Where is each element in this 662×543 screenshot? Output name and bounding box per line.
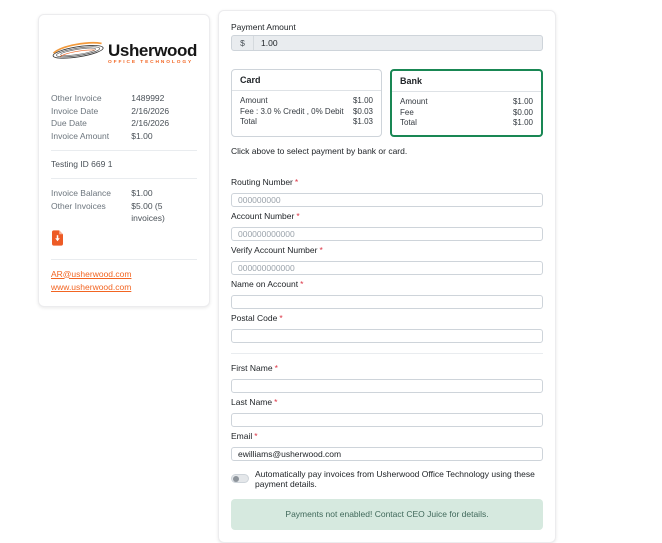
bank-fee-row [400, 108, 533, 119]
bank-fee-row [400, 118, 533, 129]
invoice-row-value: 1489992 [131, 93, 165, 103]
invoice-sidebar [38, 14, 210, 307]
last-name-label: Last Name * [231, 396, 278, 407]
bank-option-rows [392, 92, 541, 135]
card-option-rows [232, 91, 381, 134]
payment-option-card[interactable] [231, 69, 382, 137]
payment-amount-input[interactable] [254, 36, 542, 50]
website-link[interactable]: www.usherwood.com [51, 281, 132, 292]
logo-subtitle: OFFICE TECHNOLOGY [108, 60, 194, 65]
required-asterisk: * [274, 362, 278, 373]
first-name-field [231, 364, 543, 394]
last-name-field [231, 398, 543, 428]
verify-account-number-field [231, 246, 543, 276]
testing-id-text: Testing ID 669 1 [51, 159, 113, 169]
bank-fee-value: $1.00 [512, 97, 533, 106]
download-file-icon [51, 234, 64, 249]
required-asterisk: * [274, 396, 278, 407]
verify-account-number-input[interactable] [231, 261, 543, 275]
invoice-row-value: 2/16/2026 [131, 118, 170, 128]
payment-amount-group [231, 35, 543, 51]
name-on-account-label: Name on Account * [231, 278, 304, 289]
bank-fee-value: $1.00 [512, 118, 533, 127]
balance-row-label: Other Invoices [51, 200, 106, 211]
card-fee-value: $1.00 [352, 96, 373, 105]
invoice-row-label: Other Invoice [51, 93, 102, 103]
balance-row [51, 200, 197, 225]
required-asterisk: * [300, 278, 304, 289]
download-invoice-button[interactable] [51, 230, 64, 249]
card-fee-label: Total [240, 117, 257, 126]
verify-account-number-label: Verify Account Number * [231, 244, 323, 255]
name-on-account-input[interactable] [231, 295, 543, 309]
required-asterisk: * [254, 430, 258, 441]
card-fee-row [240, 117, 373, 128]
required-asterisk: * [319, 244, 323, 255]
invoice-row-label: Due Date [51, 118, 87, 128]
invoice-row-value: $1.00 [131, 130, 153, 141]
account-number-field [231, 212, 543, 242]
account-number-input[interactable] [231, 227, 543, 241]
invoice-row-label: Invoice Amount [51, 130, 110, 141]
bank-fee-label: Total [400, 118, 417, 127]
postal-code-input[interactable] [231, 329, 543, 343]
invoice-row [51, 130, 197, 143]
email-input[interactable] [231, 447, 543, 461]
email-label: Email * [231, 430, 258, 441]
invoice-row-value: 2/16/2026 [131, 105, 170, 116]
logo-swoosh-icon [51, 39, 105, 68]
autopay-label: Automatically pay invoices from Usherwood Office Technology using these payment details. [255, 468, 535, 489]
card-fee-row [240, 96, 373, 107]
autopay-row [231, 469, 543, 489]
sidebar-divider [51, 178, 197, 179]
balance-row-value: $5.00 (5 invoices) [131, 200, 165, 223]
first-name-input[interactable] [231, 379, 543, 393]
autopay-toggle[interactable] [231, 474, 249, 483]
bank-details-form [231, 178, 543, 462]
form-section-divider [231, 353, 543, 354]
logo-title: Usherwood [108, 41, 197, 60]
payment-method-options [231, 69, 543, 137]
name-on-account-field [231, 280, 543, 310]
toggle-knob-icon [233, 476, 239, 482]
required-asterisk: * [279, 312, 283, 323]
postal-code-field [231, 314, 543, 344]
required-asterisk: * [296, 210, 300, 221]
email-field [231, 432, 543, 462]
account-number-label: Account Number * [231, 210, 300, 221]
routing-number-input[interactable] [231, 193, 543, 207]
bank-fee-row [400, 97, 533, 108]
card-fee-value: $0.03 [352, 106, 373, 116]
invoice-row-label: Invoice Date [51, 105, 99, 116]
invoice-row [51, 117, 197, 130]
bank-fee-label: Amount [400, 97, 428, 106]
card-option-title: Card [232, 70, 381, 91]
card-fee-label: Amount [240, 96, 268, 105]
ar-email-link[interactable]: AR@usherwood.com [51, 268, 132, 279]
invoice-detail-rows [51, 92, 197, 142]
routing-number-field [231, 178, 543, 208]
sidebar-divider [51, 259, 197, 260]
payment-panel [218, 10, 556, 543]
invoice-row [51, 92, 197, 105]
last-name-input[interactable] [231, 413, 543, 427]
sidebar-divider [51, 150, 197, 151]
card-fee-value: $1.03 [352, 117, 373, 126]
first-name-label: First Name * [231, 362, 278, 373]
select-payment-hint: Click above to select payment by bank or card. [231, 145, 408, 156]
payments-disabled-alert: Payments not enabled! Contact CEO Juice for details. [231, 499, 543, 530]
card-fee-label: Fee : 3.0 % Credit , 0% Debit [240, 106, 344, 116]
payment-option-bank[interactable] [390, 69, 543, 137]
currency-prefix: $ [232, 36, 254, 50]
postal-code-label: Postal Code * [231, 312, 283, 323]
bank-fee-label: Fee [400, 107, 414, 117]
balance-row [51, 187, 197, 200]
bank-option-title: Bank [392, 71, 541, 92]
routing-number-label: Routing Number * [231, 176, 299, 187]
usherwood-logo [51, 39, 197, 68]
bank-fee-value: $0.00 [512, 107, 533, 117]
required-asterisk: * [294, 176, 299, 187]
balance-rows [51, 187, 197, 225]
payment-amount-label: Payment Amount [231, 22, 296, 32]
balance-row-value: $1.00 [131, 188, 153, 198]
card-fee-row [240, 107, 373, 118]
balance-row-label: Invoice Balance [51, 188, 112, 198]
invoice-row [51, 105, 197, 118]
